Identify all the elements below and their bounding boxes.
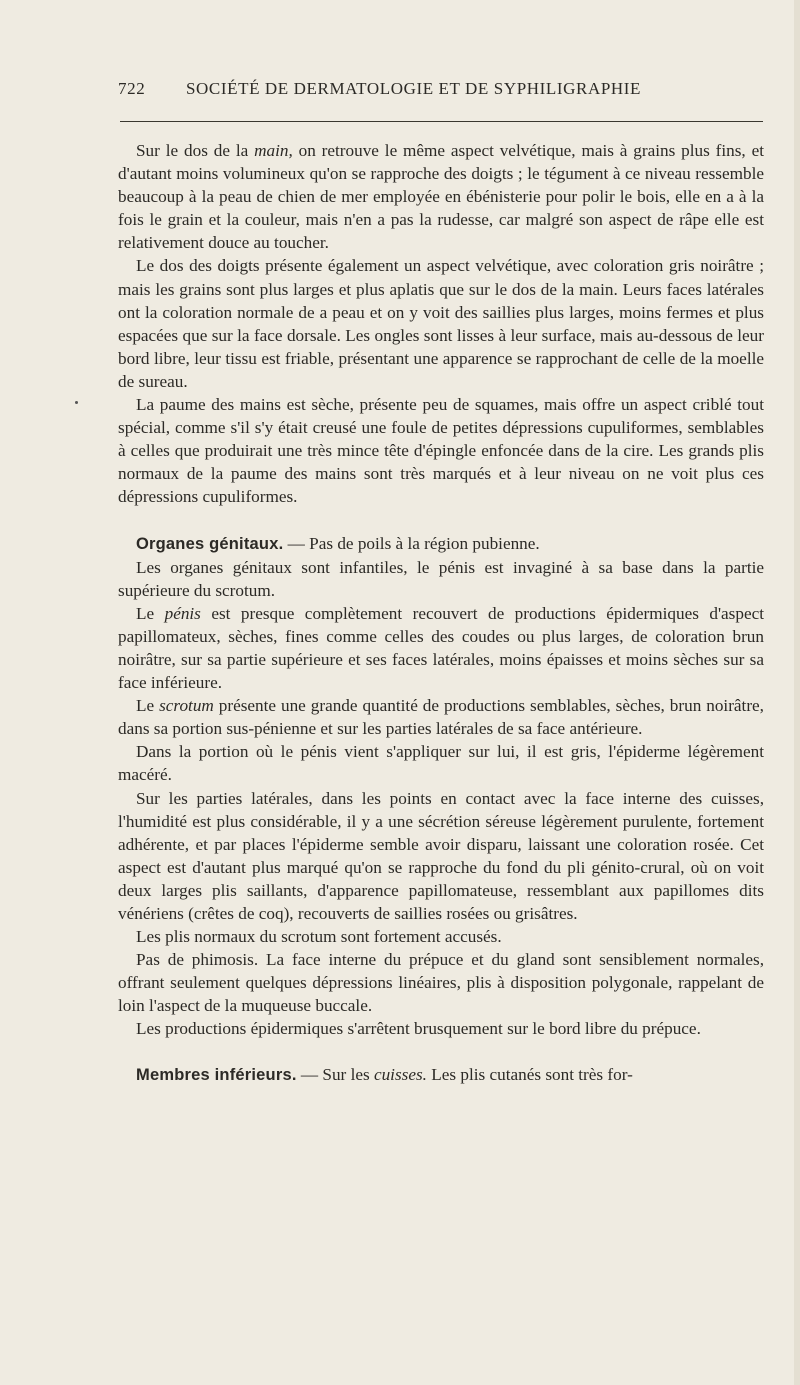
paragraph-doigts: Le dos des doigts présente également un aspect velvétique, avec coloration gris noirâtre ; mais les grains sont plus larges et plus aplatis que sur le dos de la main. Leurs faces latérales ont la coloration normale de a peau et on y voit des saillies plus larges, moins fermes et plus espacées que sur la face dorsale. Les ongles sont lisses à leur surface, mais au-dessous de leur bord libre, leur tissu est friable, présentant une apparence se rapprochant de celle de la moelle de sureau. <box>118 256 764 391</box>
paragraph-membres <box>118 1063 764 1087</box>
text-run: — Pas de poils à la région pubienne. <box>283 533 540 553</box>
section-gap <box>118 509 764 532</box>
italic-term: pénis <box>164 603 201 623</box>
text-run: — Sur les <box>296 1064 374 1084</box>
stray-ink-mark <box>75 401 78 404</box>
italic-term: main, <box>254 141 293 160</box>
paragraph-portion: Dans la portion où le pénis vient s'appliquer sur lui, il est gris, l'épiderme légèrement macéré. <box>118 742 764 785</box>
paragraph-phimosis: Pas de phimosis. La face interne du prépuce et du gland sont sensiblement normales, offrant seulement quelques dépressions linéaires, plis à disposition polygonale, rappelant de loin l'aspect de la muqueuse buccale. <box>118 950 764 1016</box>
section-heading-membres: Membres inférieurs. <box>136 1065 297 1084</box>
text-run: Sur le dos de la <box>136 141 255 160</box>
text-run: Les plis cutanés sont très for- <box>426 1064 633 1084</box>
text-run: présente une grande quantité de productions semblables, sèches, brun noirâtre, dans sa portion sus-pénienne et sur les parties latérales de sa face antérieure. <box>118 696 764 739</box>
paragraph-productions: Les productions épidermiques s'arrêtent brusquement sur le bord libre du prépuce. <box>136 1019 701 1039</box>
paragraph-plis: Les plis normaux du scrotum sont fortement accusés. <box>136 927 502 947</box>
page-number: 722 <box>118 79 146 98</box>
paragraph-penis <box>118 602 764 694</box>
paragraph-laterales: Sur les parties latérales, dans les points en contact avec la face interne des cuisses, l'humidité est plus considérable, il y a une sécrétion séreuse légèrement purulente, fortement adhérente, et par places l'épiderme semble avoir disparu, laissant une coloration rosée. Cet aspect est d'autant plus marqué qu'on se rapproche du fond du pli génito-crural, où on voit deux larges plis saillants, d'apparence papillomateuse, ressemblant aux papillomes dits vénériens (crêtes de coq), recouverts de saillies rosées ou grisâtres. <box>118 788 764 923</box>
paragraph-main <box>118 139 764 254</box>
page-edge <box>794 0 800 1385</box>
section-heading-organes: Organes génitaux. <box>136 534 284 553</box>
text-run: Le <box>136 603 165 623</box>
text-run: Le <box>136 696 160 716</box>
paragraph-organes-lead <box>118 532 764 556</box>
header-rule <box>120 121 763 122</box>
italic-term: cuisses. <box>373 1064 427 1084</box>
text-run: on retrouve le même aspect velvétique, mais à grains plus fins, et d'autant moins volumineux qu'on se rapproche des doigts ; le tégument à ce niveau ressemble beaucoup à la peau de chien de mer employée en ébénisterie pour polir le bois, elle en a à la fois le grain et la couleur, mais n'en a pas la rudesse, car malgré son aspect de râpe elle est relativement douce au toucher. <box>118 141 764 253</box>
body-text <box>118 139 764 1087</box>
page-header <box>118 79 768 105</box>
paragraph-scrotum <box>118 694 764 740</box>
paragraph-organes-1: Les organes génitaux sont infantiles, le pénis est invaginé à sa base dans la partie supérieure du scrotum. <box>118 557 764 600</box>
text-run: est presque complètement recouvert de productions épidermiques d'aspect papillomateux, sèches, fines comme celles des coudes ou plus larges, de coloration brun noirâtre, sur sa partie supérieure et ses faces latérales, moins épaisses et moins sèches sur sa face inférieure. <box>118 603 764 693</box>
italic-term: scrotum <box>159 696 214 716</box>
section-gap <box>118 1041 764 1063</box>
paragraph-paume: La paume des mains est sèche, présente peu de squames, mais offre un aspect criblé tout spécial, comme s'il s'y était creusé une foule de petites dépressions cupuliformes, semblables à celles que produirait une très mince tête d'épingle enfoncée dans de la cire. Les grands plis normaux de la paume des mains sont très marqués et à leur niveau on ne voit plus ces dépressions cupuliformes. <box>118 395 764 507</box>
running-title: SOCIÉTÉ DE DERMATOLOGIE ET DE SYPHILIGRAPHIE <box>186 79 642 98</box>
